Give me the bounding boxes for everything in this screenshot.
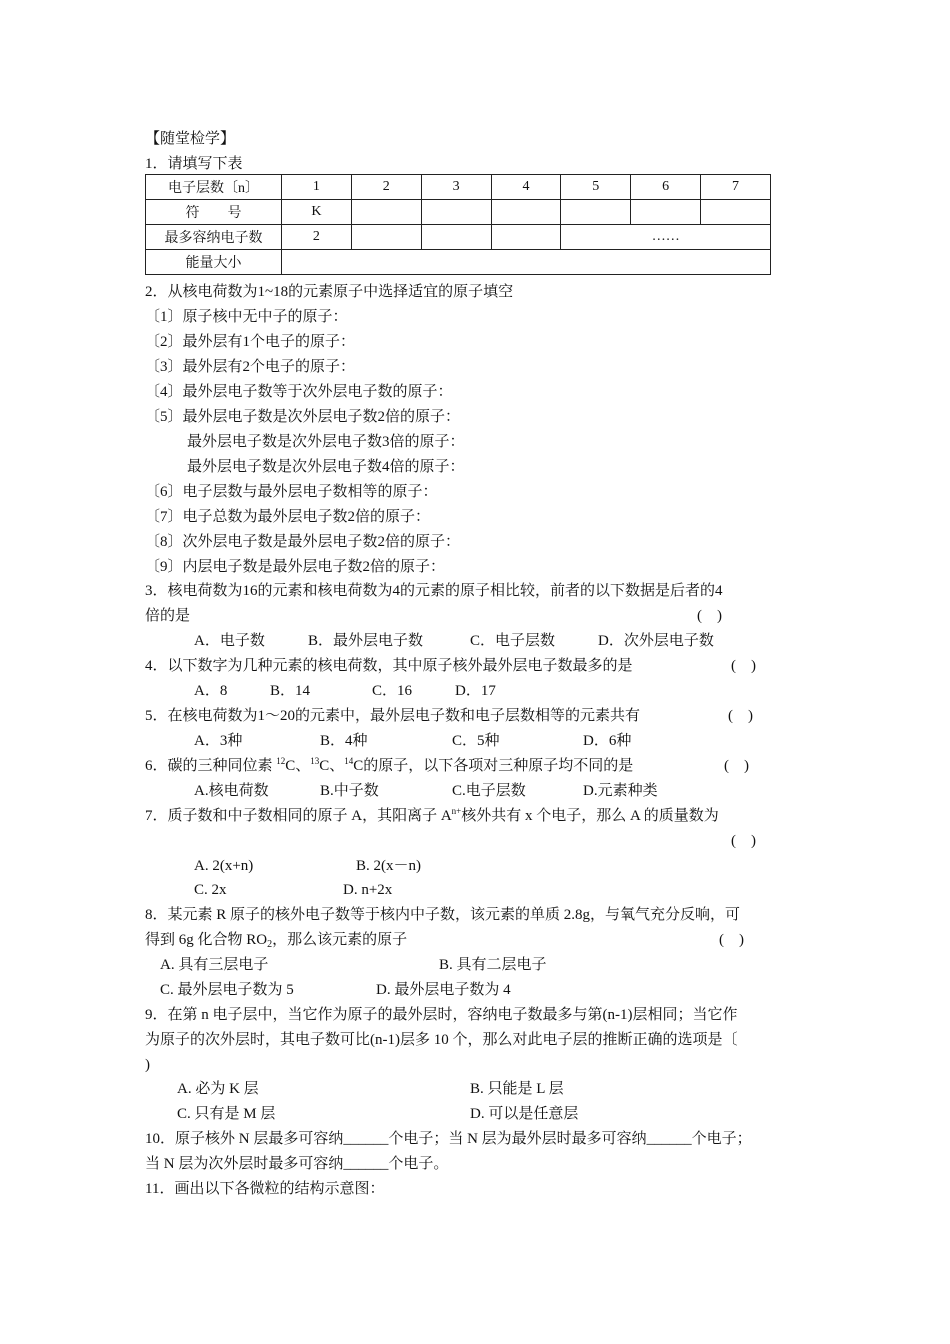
table-row [146,250,771,275]
q2-item: 〔4〕最外层电子数等于次外层电子数的原子： [145,384,453,400]
option-d: D．次外层电子数 [598,633,714,649]
option-a: A. 2(x+n) [194,858,254,874]
q2-item: 〔7〕电子总数为最外层电子数2倍的原子： [145,509,431,525]
table-cell[interactable] [282,250,771,275]
option-a: A．3种 [194,733,243,749]
table-cell[interactable] [631,200,701,225]
option-b: B．14 [270,683,311,699]
option-d: D. n+2x [343,882,393,898]
answer-paren: ( ) [731,833,756,849]
table-cell[interactable] [421,225,491,250]
option-c: C．电子层数 [470,633,556,649]
q2-item: 〔9〕内层电子数是最外层电子数2倍的原子： [145,559,446,575]
q10-line1: 10．原子核外 N 层最多可容纳______个电子；当 N 层为最外层时最多可容纳______个电子； [145,1131,752,1147]
option-b: B. 具有二层电子 [439,957,547,973]
table-cell: K [282,200,352,225]
table-cell: 2 [282,225,352,250]
option-c: C. 最外层电子数为 5 [160,982,294,998]
section-title: 【随堂检学】 [145,131,236,147]
q6-line1: 6．碳的三种同位素 $^{12}$C、$^{13}$C、$^{14}$C的原子，以下各项对三种原子均不同的是 [145,756,634,774]
table-cell: 5 [561,175,631,200]
q3-line1: 3．核电荷数为16的元素和核电荷数为4的元素的原子相比较，前者的以下数据是后者的4 [145,583,723,599]
option-c: C．16 [372,683,413,699]
option-c: C. 只有是 M 层 [177,1106,276,1122]
table-cell: 1 [282,175,352,200]
table-cell: …… [561,225,771,250]
table-cell: 4 [491,175,561,200]
q11-line1: 11．画出以下各微粒的结构示意图： [145,1181,385,1197]
table-row [146,175,771,200]
table-cell: 3 [421,175,491,200]
q2-item: 最外层电子数是次外层电子数3倍的原子： [187,434,465,450]
q7-line1: 7．质子数和中子数相同的原子 A，其阳离子 $A^{n+}$核外共有 x 个电子，那么 A 的质量数为 [145,806,719,824]
answer-paren: ( ) [697,608,722,624]
q1-title: 1．请填写下表 [145,156,243,172]
option-d: D．6种 [583,733,632,749]
option-d: D. 可以是任意层 [470,1106,579,1122]
q5-line1: 5．在核电荷数为1～20的元素中，最外层电子数和电子层数相等的元素共有 [145,708,641,724]
q8-line2: 得到 6g 化合物 $RO_2$，那么该元素的原子 [145,932,408,950]
table-cell: 6 [631,175,701,200]
option-d: D．17 [455,683,496,699]
option-b: B. 只能是 L 层 [470,1081,564,1097]
table-row [146,225,771,250]
q9-line3: ) [145,1057,150,1073]
option-a: A．8 [194,683,228,699]
table-cell[interactable] [491,225,561,250]
option-d: D. 最外层电子数为 4 [376,982,511,998]
table-cell: 能量大小 [146,250,282,275]
table-cell: 符 号 [146,200,282,225]
answer-paren: ( ) [719,932,744,948]
q2-item: 〔1〕原子核中无中子的原子： [145,309,348,325]
electron-shell-table [145,174,771,275]
table-cell: 7 [701,175,771,200]
q4-line1: 4．以下数字为几种元素的核电荷数，其中原子核外最外层电子数最多的是 [145,658,633,674]
q2-item: 〔6〕电子层数与最外层电子数相等的原子： [145,484,438,500]
table-cell[interactable] [351,200,421,225]
table-cell: 2 [351,175,421,200]
q2-item: 〔3〕最外层有2个电子的原子： [145,359,356,375]
option-b: B. 2(x－n) [356,858,421,874]
table-cell[interactable] [351,225,421,250]
answer-paren: ( ) [731,658,756,674]
table-cell: 最多容纳电子数 [146,225,282,250]
q3-line2: 倍的是 [145,608,191,624]
option-c: C. 2x [194,882,227,898]
q2-item: 〔8〕次外层电子数是最外层电子数2倍的原子： [145,534,461,550]
q8-line1: 8．某元素 R 原子的核外电子数等于核内中子数，该元素的单质 2.8g，与氧气充分反响，可 [145,907,741,923]
option-d: D.元素种类 [583,783,658,799]
option-b: B.中子数 [320,783,379,799]
q2-item: 最外层电子数是次外层电子数4倍的原子： [187,459,465,475]
table-cell[interactable] [421,200,491,225]
q9-line1: 9．在第 n 电子层中，当它作为原子的最外层时，容纳电子数最多与第(n-1)层相同；当它作 [145,1007,738,1023]
option-b: B．最外层电子数 [308,633,424,649]
q2-item: 〔2〕最外层有1个电子的原子： [145,334,356,350]
table-cell[interactable] [491,200,561,225]
option-a: A. 具有三层电子 [160,957,269,973]
q10-line2: 当 N 层为次外层时最多可容纳______个电子。 [145,1156,449,1172]
option-c: C．5种 [452,733,500,749]
option-b: B．4种 [320,733,368,749]
option-c: C.电子层数 [452,783,526,799]
table-cell: 电子层数〔n〕 [146,175,282,200]
q9-line2: 为原子的次外层时，其电子数可比(n-1)层多 10 个，那么对此电子层的推断正确的选项是〔 [145,1032,738,1048]
option-a: A．电子数 [194,633,265,649]
answer-paren: ( ) [728,708,753,724]
q2-title: 2．从核电荷数为1~18的元素原子中选择适宜的原子填空 [145,284,514,300]
answer-paren: ( ) [724,758,749,774]
table-row [146,200,771,225]
q2-item: 〔5〕最外层电子数是次外层电子数2倍的原子： [145,409,461,425]
option-a: A.核电荷数 [194,783,269,799]
table-cell[interactable] [561,200,631,225]
option-a: A. 必为 K 层 [177,1081,259,1097]
table-cell[interactable] [701,200,771,225]
